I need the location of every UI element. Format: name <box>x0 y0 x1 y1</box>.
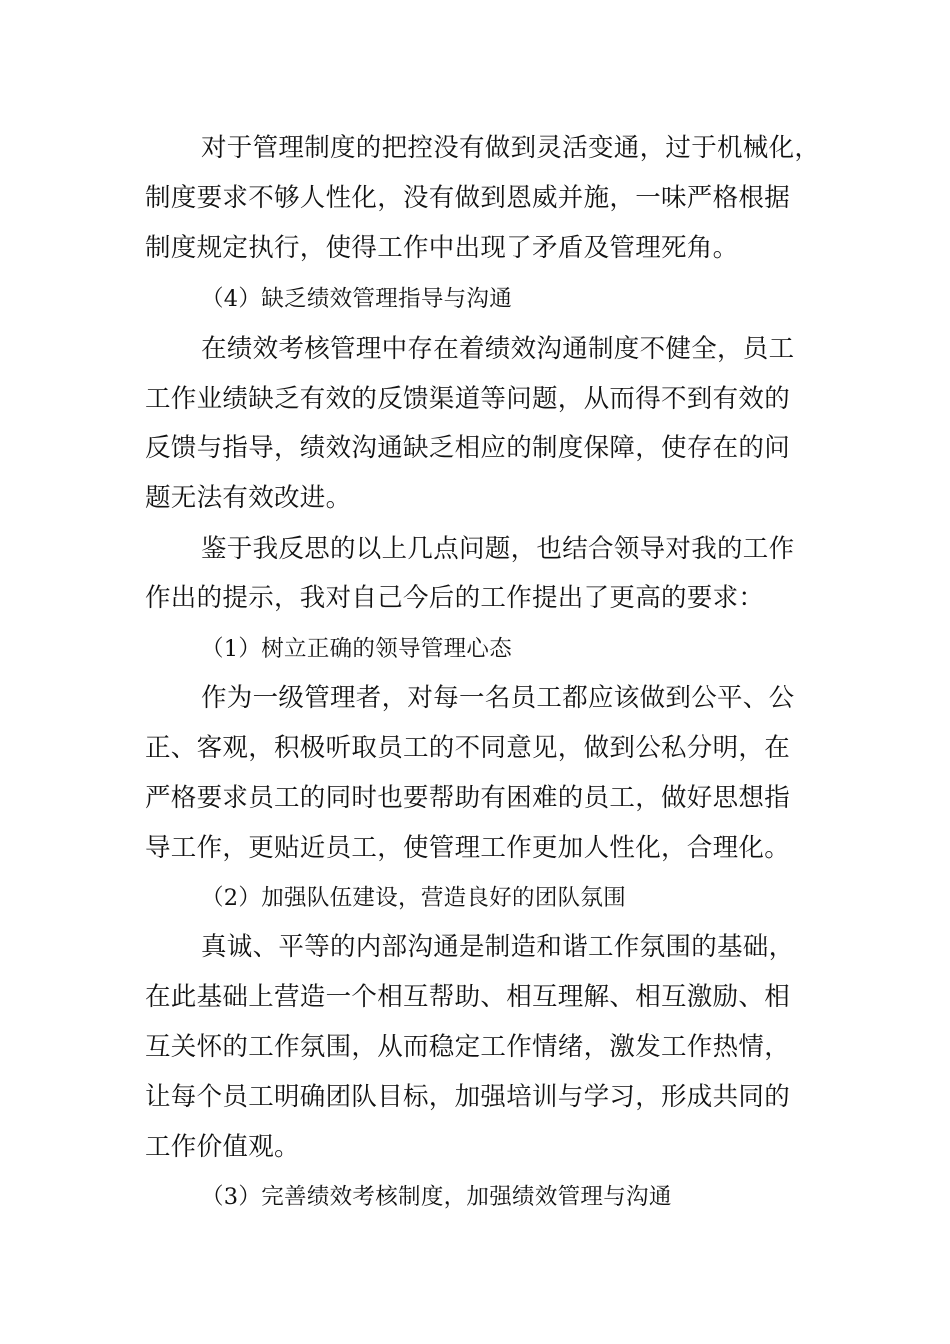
paragraph-line: 严格要求员工的同时也要帮助有困难的员工，做好思想指 <box>145 783 791 813</box>
paragraph-line: 互关怀的工作氛围，从而稳定工作情绪，激发工作热情， <box>145 1032 791 1062</box>
section-heading: （4）缺乏绩效管理指导与沟通 <box>201 286 513 312</box>
paragraph-line: 正、客观，积极听取员工的不同意见，做到公私分明，在 <box>145 733 791 763</box>
paragraph-line: 导工作，更贴近员工，使管理工作更加人性化，合理化。 <box>145 833 791 863</box>
paragraph-line: 在绩效考核管理中存在着绩效沟通制度不健全，员工 <box>201 334 795 364</box>
section-heading: （3）完善绩效考核制度，加强绩效管理与沟通 <box>201 1184 672 1210</box>
paragraph-line: 制度规定执行，使得工作中出现了矛盾及管理死角。 <box>145 233 739 263</box>
paragraph-line: 工作业绩缺乏有效的反馈渠道等问题，从而得不到有效的 <box>145 384 791 414</box>
paragraph-line: 让每个员工明确团队目标，加强培训与学习，形成共同的 <box>145 1082 791 1112</box>
paragraph-line: 题无法有效改进。 <box>145 483 352 513</box>
paragraph-line: 作为一级管理者，对每一名员工都应该做到公平、公 <box>201 683 795 713</box>
paragraph-line: 对于管理制度的把控没有做到灵活变通，过于机械化， <box>201 133 821 163</box>
paragraph-line: 制度要求不够人性化，没有做到恩威并施，一味严格根据 <box>145 183 791 213</box>
section-heading: （2）加强队伍建设，营造良好的团队氛围 <box>201 885 627 911</box>
paragraph-line: 真诚、平等的内部沟通是制造和谐工作氛围的基础， <box>201 932 795 962</box>
paragraph-line: 作出的提示，我对自己今后的工作提出了更高的要求： <box>145 583 765 613</box>
paragraph-line: 在此基础上营造一个相互帮助、相互理解、相互激励、相 <box>145 982 791 1012</box>
paragraph-line: 鉴于我反思的以上几点问题，也结合领导对我的工作 <box>201 534 795 564</box>
section-heading: （1）树立正确的领导管理心态 <box>201 636 513 662</box>
paragraph-line: 工作价值观。 <box>145 1132 300 1162</box>
paragraph-line: 反馈与指导，绩效沟通缺乏相应的制度保障，使存在的问 <box>145 433 791 463</box>
